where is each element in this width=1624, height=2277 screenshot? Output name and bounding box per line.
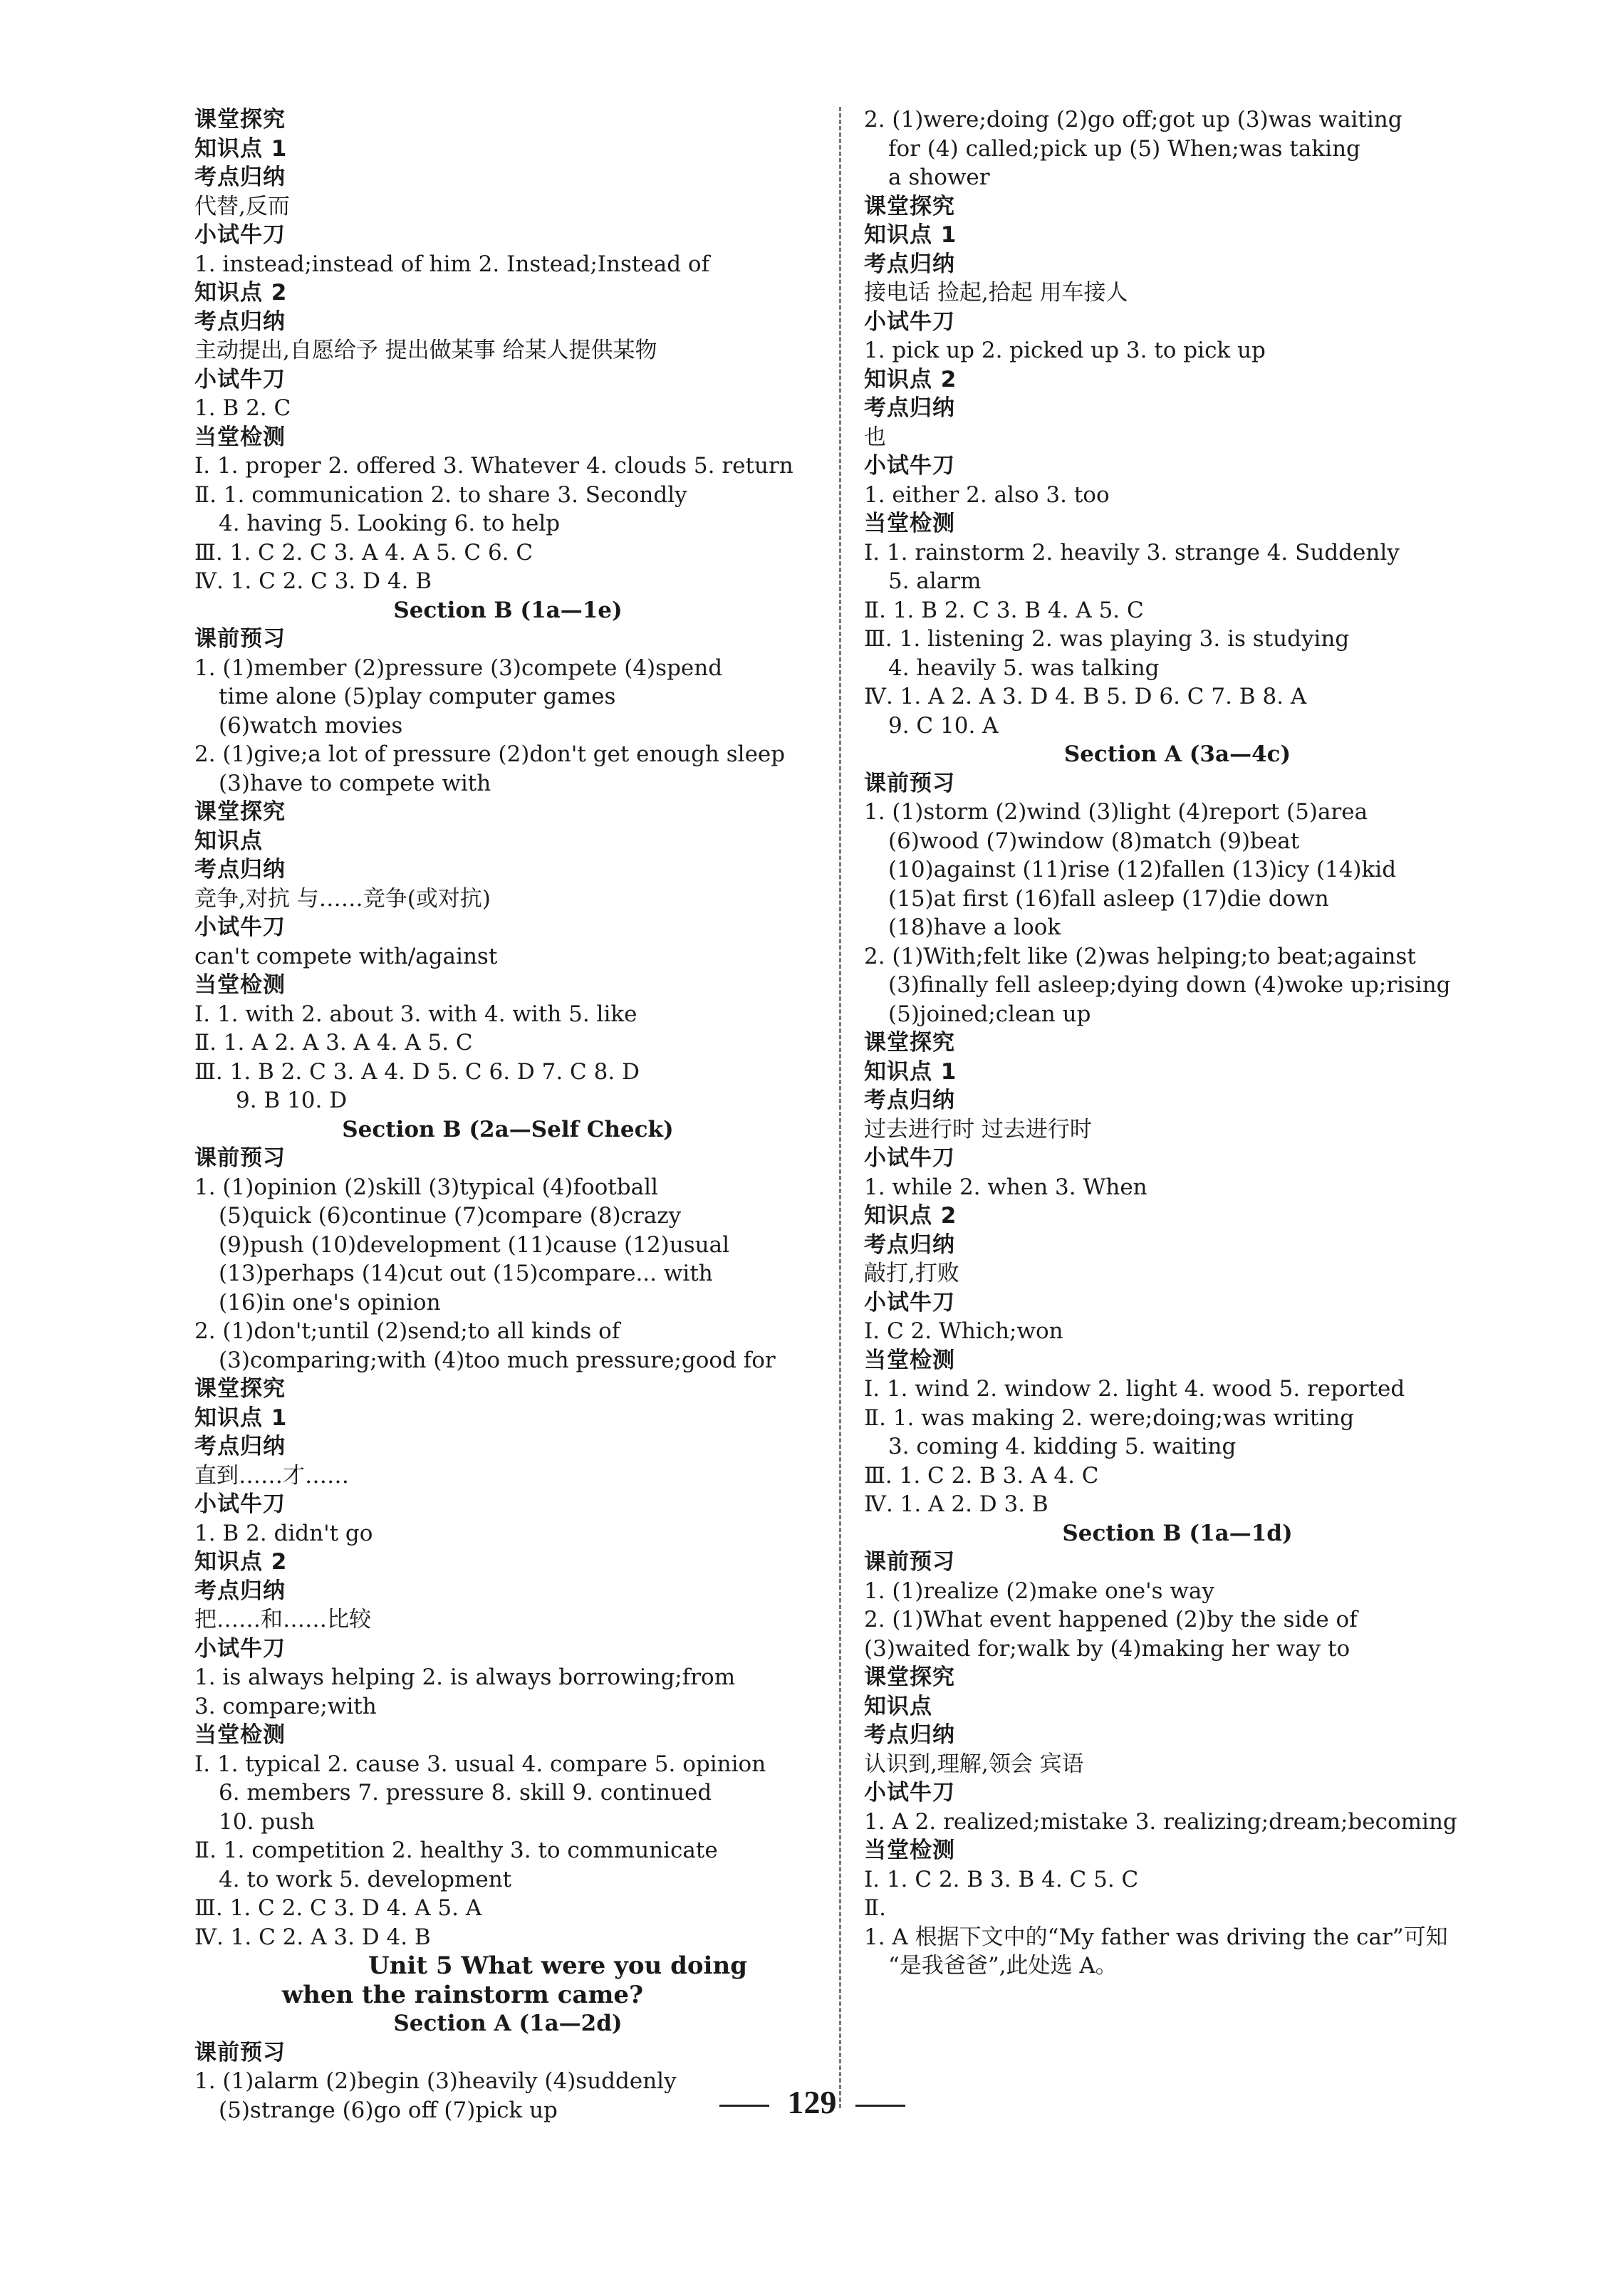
- section-heading: 考点归纳: [194, 308, 286, 335]
- answer-line: Ⅰ. C 2. Which;won: [864, 1318, 1063, 1344]
- answer-line: 1. (1)opinion (2)skill (3)typical (4)football: [194, 1174, 658, 1200]
- section-heading: 知识点 2: [194, 1549, 288, 1575]
- answer-line: 2. (1)don't;until (2)send;to all kinds of: [194, 1318, 620, 1344]
- section-heading: 知识点 1: [864, 222, 957, 248]
- section-heading: 当堂检测: [864, 511, 955, 536]
- answer-line: Ⅱ. 1. A 2. A 3. A 4. A 5. C: [194, 1030, 473, 1056]
- answer-line: 1. (1)realize (2)make one's way: [864, 1578, 1214, 1604]
- section-title: Section B (2a—Self Check): [342, 1116, 674, 1142]
- left-column: [194, 105, 821, 2125]
- answer-line: 代替,反而: [194, 193, 290, 219]
- section-heading: 考点归纳: [194, 857, 286, 882]
- answer-line: 1. is always helping 2. is always borrowing;from: [194, 1664, 736, 1690]
- section-heading: 知识点 2: [864, 366, 957, 392]
- answer-line: Ⅱ.: [864, 1895, 886, 1921]
- section-heading: 课前预习: [194, 626, 286, 652]
- section-heading: 课前预习: [864, 770, 955, 796]
- answer-line: 4. to work 5. development: [219, 1866, 512, 1892]
- answer-line: 认识到,理解,领会 宾语: [864, 1751, 1084, 1777]
- answer-line: Ⅲ. 1. C 2. C 3. D 4. A 5. A: [194, 1895, 482, 1921]
- section-heading: 考点归纳: [864, 1088, 955, 1113]
- answer-line: for (4) called;pick up (5) When;was taking: [888, 135, 1360, 162]
- column-divider: [839, 107, 841, 2108]
- answer-line: (6)wood (7)window (8)match (9)beat: [888, 828, 1300, 854]
- section-heading: 课堂探究: [194, 107, 286, 132]
- answer-line: 6. members 7. pressure 8. skill 9. continued: [219, 1780, 712, 1806]
- section-heading: 考点归纳: [864, 251, 955, 277]
- answer-line: Ⅰ. 1. typical 2. cause 3. usual 4. compare 5. opinion: [194, 1751, 766, 1777]
- section-heading: 课堂探究: [194, 799, 286, 825]
- answer-line: 3. coming 4. kidding 5. waiting: [888, 1434, 1237, 1459]
- section-heading: 课前预习: [194, 1145, 286, 1171]
- section-heading: 小试牛刀: [864, 1289, 955, 1315]
- section-heading: 当堂检测: [864, 1838, 955, 1863]
- answer-line: 主动提出,自愿给予 提出做某事 给某人提供某物: [194, 338, 657, 363]
- answer-line: 2. (1)give;a lot of pressure (2)don't get enough sleep: [194, 741, 786, 767]
- page-number-dash-right: [855, 2105, 905, 2107]
- section-heading: 小试牛刀: [194, 222, 286, 248]
- unit-title: Unit 5 What were you doing: [368, 1952, 747, 1980]
- answer-line: Ⅲ. 1. C 2. B 3. A 4. C: [864, 1462, 1099, 1489]
- answer-line: Ⅲ. 1. listening 2. was playing 3. is studying: [864, 626, 1350, 652]
- answer-line: Ⅳ. 1. A 2. D 3. B: [864, 1491, 1048, 1517]
- answer-line: (16)in one's opinion: [219, 1289, 441, 1315]
- answer-line: Ⅱ. 1. competition 2. healthy 3. to communicate: [194, 1838, 718, 1863]
- answer-line: 接电话 捡起,拾起 用车接人: [864, 280, 1128, 306]
- answer-line: Ⅲ. 1. C 2. C 3. A 4. A 5. C 6. C: [194, 539, 533, 566]
- section-heading: 小试牛刀: [864, 1145, 955, 1171]
- answer-line: 1. B 2. didn't go: [194, 1520, 373, 1546]
- answer-line: 2. (1)were;doing (2)go off;got up (3)was waiting: [864, 107, 1402, 132]
- answer-line: (13)perhaps (14)cut out (15)compare... with: [219, 1261, 713, 1286]
- section-heading: 考点归纳: [864, 1722, 955, 1748]
- answer-line: “是我爸爸”,此处选 A。: [888, 1953, 1118, 1979]
- answer-line: Ⅲ. 1. B 2. C 3. A 4. D 5. C 6. D 7. C 8. D: [194, 1058, 640, 1085]
- section-heading: 考点归纳: [194, 1578, 286, 1604]
- answer-line: 1. instead;instead of him 2. Instead;Instead of: [194, 251, 710, 277]
- answer-line: 2. (1)What event happened (2)by the side of: [864, 1607, 1358, 1632]
- answer-line: (6)watch movies: [219, 712, 403, 739]
- section-title: Section A (1a—2d): [393, 2011, 623, 2036]
- answer-line: 敲打,打败: [864, 1261, 959, 1286]
- answer-line: (18)have a look: [888, 915, 1061, 940]
- answer-line: (3)finally fell asleep;dying down (4)woke up;rising: [888, 972, 1451, 998]
- answer-line: 也: [864, 424, 886, 450]
- answer-line: Ⅱ. 1. was making 2. were;doing;was writing: [864, 1405, 1355, 1431]
- answer-line: 1. (1)alarm (2)begin (3)heavily (4)suddenly: [194, 2068, 677, 2094]
- answer-line: 1. pick up 2. picked up 3. to pick up: [864, 338, 1266, 363]
- answer-line: (5)strange (6)go off (7)pick up: [219, 2097, 558, 2123]
- answer-line: Ⅳ. 1. C 2. A 3. D 4. B: [194, 1924, 431, 1950]
- section-heading: 当堂检测: [194, 972, 286, 998]
- answer-line: 过去进行时 过去进行时: [864, 1116, 1092, 1142]
- answer-line: can't compete with/against: [194, 943, 498, 969]
- section-heading: 小试牛刀: [864, 308, 955, 335]
- answer-line: 直到……才……: [194, 1462, 349, 1489]
- answer-line: (9)push (10)development (11)cause (12)usual: [219, 1231, 729, 1258]
- answer-line: 1. (1)storm (2)wind (3)light (4)report (5)area: [864, 799, 1368, 825]
- answer-line: Ⅰ. 1. proper 2. offered 3. Whatever 4. clouds 5. return: [194, 453, 793, 479]
- answer-line: 3. compare;with: [194, 1693, 377, 1719]
- section-title: Section B (1a—1d): [1062, 1520, 1293, 1546]
- answer-line: 10. push: [219, 1808, 315, 1835]
- page-number: [0, 2083, 1624, 2121]
- section-title: Section B (1a—1e): [393, 597, 623, 623]
- answer-line: 4. having 5. Looking 6. to help: [219, 511, 561, 536]
- section-heading: 知识点 1: [194, 1405, 288, 1431]
- section-heading: 知识点 2: [864, 1203, 957, 1229]
- section-heading: 考点归纳: [194, 1434, 286, 1459]
- section-title: Section A (3a—4c): [1063, 741, 1291, 767]
- answer-line: Ⅳ. 1. C 2. C 3. D 4. B: [194, 568, 432, 594]
- section-heading: 小试牛刀: [194, 1635, 286, 1662]
- answer-line: 1. A 2. realized;mistake 3. realizing;dream;becoming: [864, 1808, 1457, 1835]
- answer-line: (5)quick (6)continue (7)compare (8)crazy: [219, 1203, 682, 1229]
- answer-line: 9. C 10. A: [888, 712, 999, 739]
- section-heading: 小试牛刀: [864, 453, 955, 479]
- answer-line: (3)comparing;with (4)too much pressure;good for: [219, 1347, 776, 1373]
- section-heading: 知识点: [864, 1693, 932, 1719]
- section-heading: 课前预习: [864, 1549, 955, 1575]
- section-heading: 考点归纳: [864, 395, 955, 421]
- section-heading: 当堂检测: [194, 424, 286, 450]
- section-heading: 课前预习: [194, 2039, 286, 2065]
- section-heading: 当堂检测: [194, 1722, 286, 1748]
- section-heading: 考点归纳: [194, 165, 286, 190]
- answer-line: 1. either 2. also 3. too: [864, 481, 1110, 508]
- answer-line: Ⅰ. 1. wind 2. window 2. light 4. wood 5. reported: [864, 1376, 1405, 1402]
- section-heading: 知识点 1: [194, 135, 288, 162]
- page-number-text: 129: [787, 2084, 837, 2120]
- section-heading: 小试牛刀: [194, 366, 286, 392]
- answer-line: 1. while 2. when 3. When: [864, 1174, 1147, 1200]
- answer-line: (3)have to compete with: [219, 770, 491, 796]
- section-heading: 小试牛刀: [194, 915, 286, 940]
- answer-line: (10)against (11)rise (12)fallen (13)icy (14)kid: [888, 857, 1397, 882]
- answer-line: (5)joined;clean up: [888, 1001, 1091, 1027]
- answer-line: Ⅰ. 1. C 2. B 3. B 4. C 5. C: [864, 1866, 1139, 1892]
- right-column: [864, 105, 1491, 1981]
- page-number-dash-left: [719, 2105, 769, 2107]
- answer-line: Ⅰ. 1. with 2. about 3. with 4. with 5. like: [194, 1001, 637, 1027]
- section-heading: 课堂探究: [864, 193, 955, 219]
- answer-line: 1. A 根据下文中的“My father was driving the car”可知: [864, 1924, 1448, 1950]
- section-heading: 小试牛刀: [864, 1780, 955, 1806]
- answer-line: Ⅰ. 1. rainstorm 2. heavily 3. strange 4. Suddenly: [864, 539, 1400, 566]
- section-heading: 课堂探究: [194, 1376, 286, 1402]
- section-heading: 知识点 1: [864, 1058, 957, 1085]
- answer-line: 2. (1)With;felt like (2)was helping;to beat;against: [864, 943, 1416, 969]
- answer-line: 1. B 2. C: [194, 395, 291, 421]
- section-heading: 课堂探究: [864, 1664, 955, 1690]
- answer-line: time alone (5)play computer games: [219, 684, 616, 709]
- section-heading: 知识点 2: [194, 280, 288, 306]
- answer-line: Ⅱ. 1. communication 2. to share 3. Secondly: [194, 481, 687, 508]
- answer-line: 5. alarm: [888, 568, 982, 594]
- answer-line: 把……和……比较: [194, 1607, 371, 1632]
- section-heading: 课堂探究: [864, 1030, 955, 1056]
- section-heading: 知识点: [194, 828, 263, 854]
- answer-line: Ⅳ. 1. A 2. A 3. D 4. B 5. D 6. C 7. B 8. A: [864, 684, 1307, 709]
- unit-title: when the rainstorm came?: [281, 1980, 643, 2009]
- answer-line: 9. B 10. D: [236, 1088, 348, 1113]
- answer-line: (3)waited for;walk by (4)making her way to: [864, 1635, 1350, 1662]
- section-heading: 考点归纳: [864, 1231, 955, 1258]
- answer-line: 竞争,对抗 与……竞争(或对抗): [194, 885, 491, 912]
- section-heading: 当堂检测: [864, 1347, 955, 1373]
- answer-line: a shower: [888, 165, 990, 190]
- section-heading: 小试牛刀: [194, 1491, 286, 1517]
- answer-line: 4. heavily 5. was talking: [888, 655, 1160, 681]
- answer-line: (15)at first (16)fall asleep (17)die down: [888, 885, 1329, 912]
- answer-line: Ⅱ. 1. B 2. C 3. B 4. A 5. C: [864, 597, 1144, 623]
- answer-line: 1. (1)member (2)pressure (3)compete (4)spend: [194, 655, 723, 681]
